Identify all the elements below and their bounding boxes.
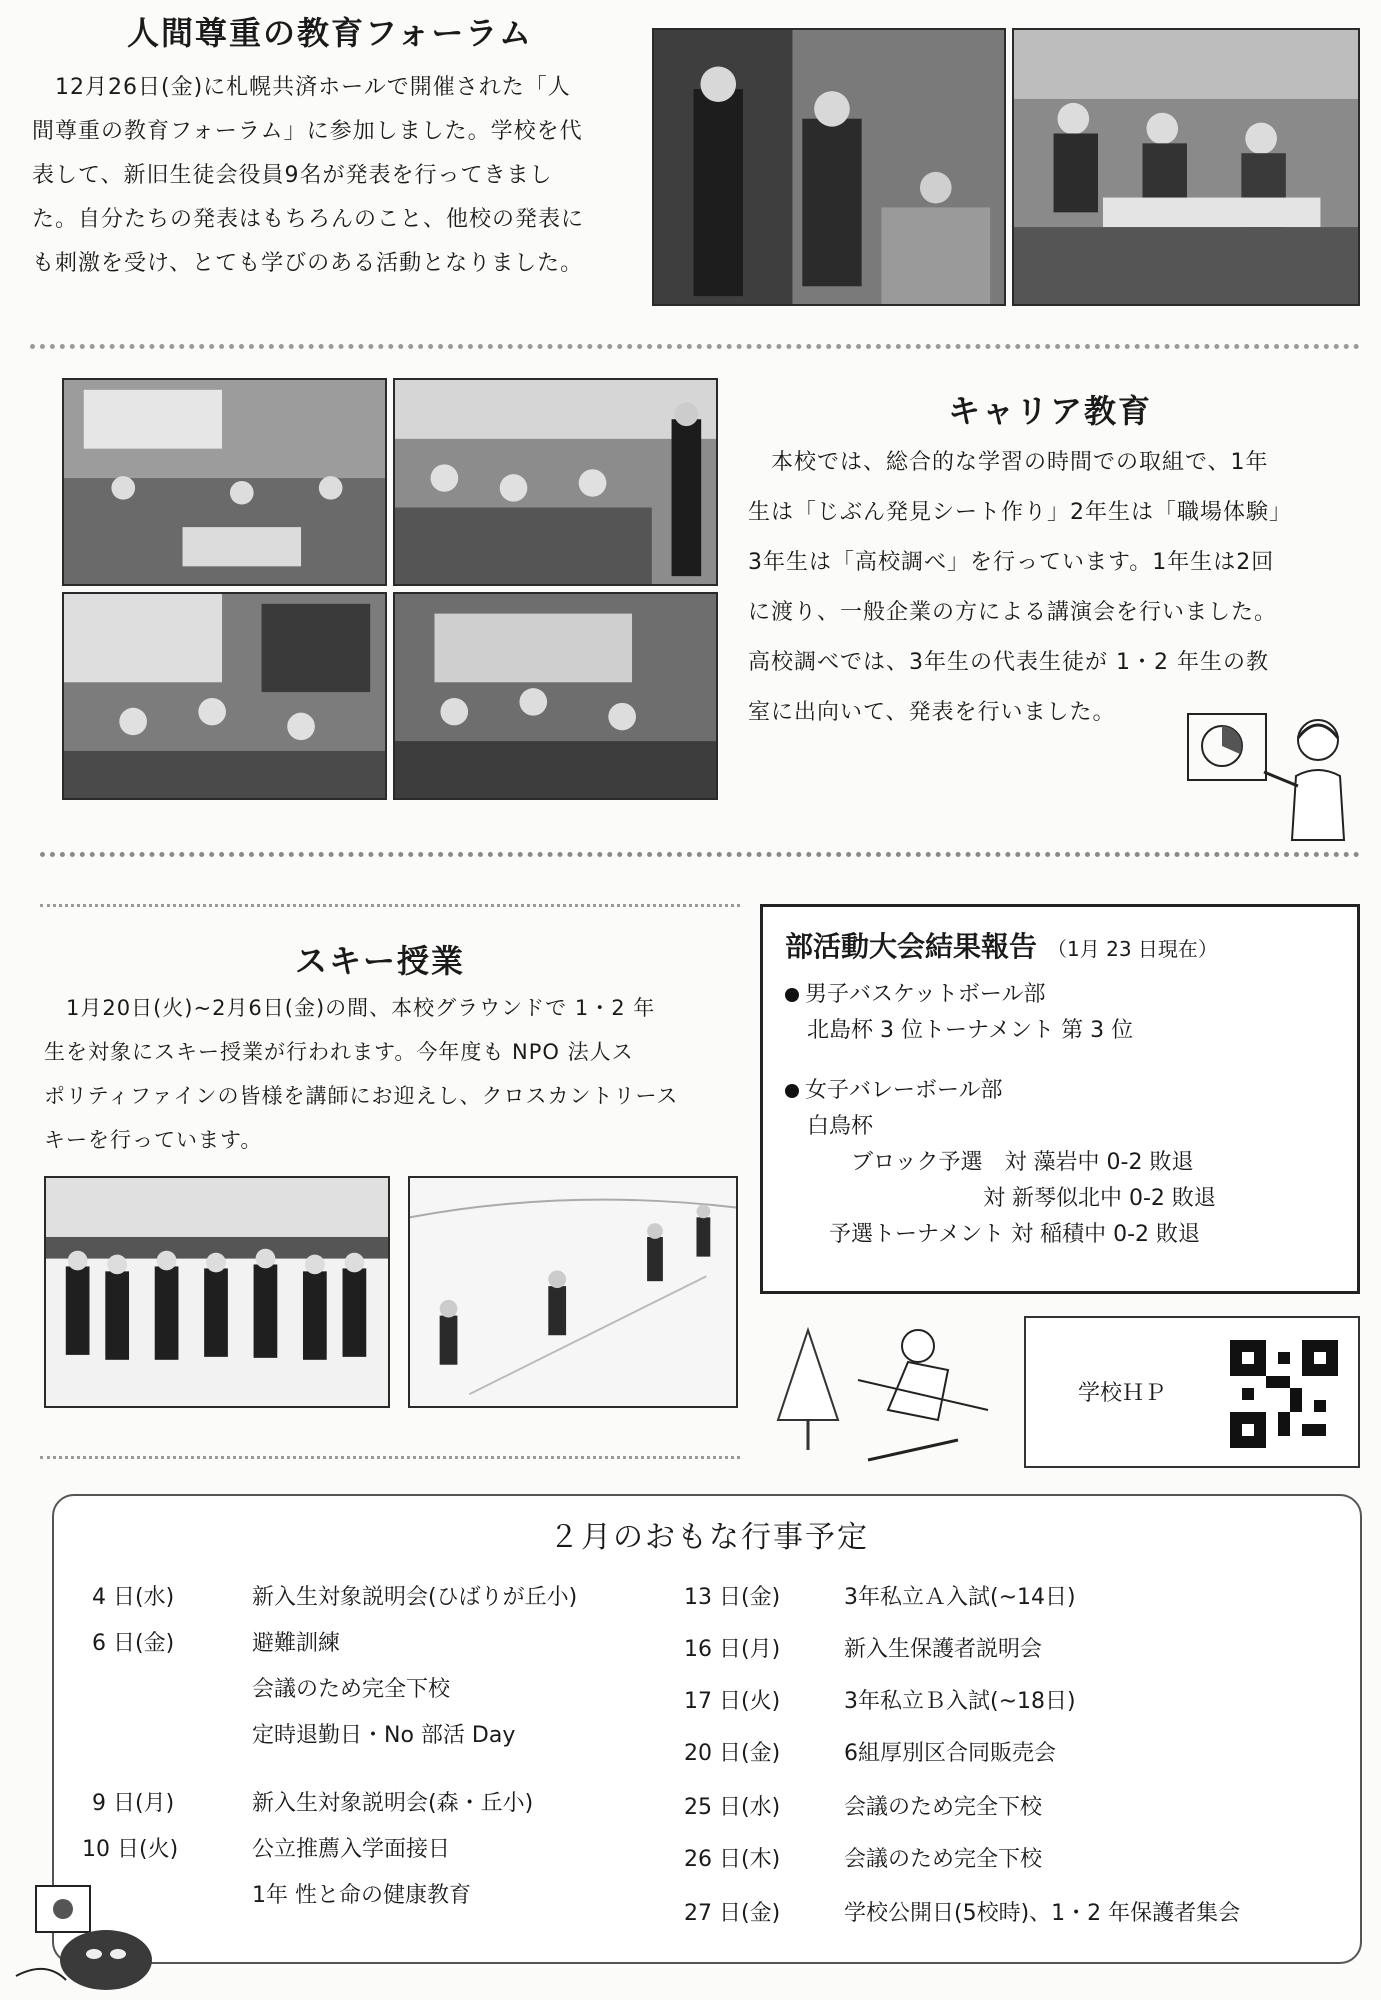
schedule-right-date: 20 日(金)	[684, 1741, 781, 1766]
forum-photo-presentation	[652, 28, 1006, 306]
schedule-left-event: 新入生対象説明会(ひばりが丘小)	[252, 1585, 578, 1610]
ski-photo-skiers	[408, 1176, 738, 1408]
schedule-title: ２月のおもな行事予定	[549, 1520, 869, 1555]
schedule-left-event: 1年 性と命の健康教育	[252, 1883, 471, 1908]
results-line: 北島杯 3 位トーナメント 第 3 位	[785, 1018, 1134, 1043]
results-line: ブロック予選 対 藻岩中 0-2 敗退	[785, 1150, 1194, 1175]
schedule-left-event: 会議のため完全下校	[252, 1677, 451, 1702]
forum-line: 12月26日(金)に札幌共済ホールで開催された「人	[32, 75, 571, 100]
schedule-right-date: 17 日(火)	[684, 1689, 781, 1714]
schedule-right-event: 3年私立Ａ入試(~14日)	[844, 1585, 1076, 1610]
forum-photo-audience	[1012, 28, 1360, 306]
career-photo-2	[393, 378, 718, 586]
results-date: （1月 23 日現在）	[1047, 937, 1218, 961]
ski-line: ポリティファインの皆様を講師にお迎えし、クロスカントリース	[44, 1084, 679, 1108]
club-results-box	[760, 904, 1360, 1294]
forum-title: 人間尊重の教育フォーラム	[126, 14, 534, 52]
results-line: 女子バレーボール部	[785, 1073, 1335, 1109]
schedule-left-event: 避難訓練	[252, 1631, 341, 1656]
snow-divider	[40, 1456, 740, 1463]
career-title: キャリア教育	[947, 392, 1152, 430]
results-line: 白鳥杯	[785, 1114, 874, 1139]
snow-divider	[40, 904, 740, 911]
results-line: 対 新琴似北中 0-2 敗退	[785, 1186, 1216, 1211]
schedule-right-event: 会議のため完全下校	[844, 1847, 1043, 1872]
ski-line: 生を対象にスキー授業が行われます。今年度も NPO 法人ス	[44, 1040, 634, 1064]
schedule-left-event: 新入生対象説明会(森・丘小)	[252, 1791, 534, 1816]
schedule-left-date: 10 日(火)	[82, 1837, 179, 1862]
forum-body	[32, 66, 652, 286]
schedule-right-event: 学校公開日(5校時)、1・2 年保護者集会	[844, 1901, 1241, 1926]
ski-title: スキー授業	[294, 942, 465, 980]
career-line: 高校調べでは、3年生の代表生徒が 1・2 年生の教	[748, 650, 1269, 675]
bullet-icon	[785, 988, 799, 1002]
qr-code-box[interactable]	[1024, 1316, 1360, 1468]
schedule-right-date: 27 日(金)	[684, 1901, 781, 1926]
bullet-icon	[785, 1084, 799, 1098]
results-title: 部活動大会結果報告	[785, 930, 1038, 963]
career-line: 生は「じぶん発見シート作り」2年生は「職場体験」	[748, 500, 1292, 525]
section-divider	[40, 852, 1360, 861]
career-photo-4	[393, 592, 718, 800]
career-photo-3	[62, 592, 387, 800]
schedule-right-event: 新入生保護者説明会	[844, 1637, 1043, 1662]
teacher-illustration	[1180, 706, 1360, 846]
career-body	[748, 438, 1368, 738]
forum-line: 表して、新旧生徒会役員9名が発表を行ってきまし	[32, 163, 553, 188]
schedule-box	[52, 1494, 1362, 1964]
results-line: 予選トーナメント 対 稲積中 0-2 敗退	[785, 1222, 1201, 1247]
schedule-right-event: 会議のため完全下校	[844, 1795, 1043, 1820]
forum-line: た。自分たちの発表はもちろんのこと、他校の発表に	[32, 207, 585, 232]
schedule-left-event: 公立推薦入学面接日	[252, 1837, 451, 1862]
ski-body	[44, 986, 744, 1162]
forum-line: も刺激を受け、とても学びのある活動となりました。	[32, 251, 584, 276]
skier-illustration	[768, 1310, 1018, 1470]
career-line: 3年生は「高校調べ」を行っています。1年生は2回	[748, 550, 1275, 575]
schedule-left-date: 6 日(金)	[92, 1631, 175, 1656]
schedule-right-date: 16 日(月)	[684, 1637, 781, 1662]
ski-line: 1月20日(火)~2月6日(金)の間、本校グラウンドで 1・2 年	[44, 996, 656, 1020]
qr-code-icon[interactable]	[1230, 1340, 1338, 1448]
schedule-right-event: 6組厚別区合同販売会	[844, 1741, 1056, 1766]
schedule-left-date: 9 日(月)	[92, 1791, 175, 1816]
results-line: 男子バスケットボール部	[785, 977, 1335, 1013]
career-photo-1	[62, 378, 387, 586]
forum-line: 間尊重の教育フォーラム」に参加しました。学校を代	[32, 119, 583, 144]
schedule-left-date: 4 日(水)	[92, 1585, 175, 1610]
qr-label: 学校ＨＰ	[1078, 1381, 1167, 1406]
schedule-right-date: 26 日(木)	[684, 1847, 781, 1872]
schedule-right-date: 25 日(水)	[684, 1795, 781, 1820]
schedule-right-date: 13 日(金)	[684, 1585, 781, 1610]
section-divider	[30, 344, 1360, 353]
ski-line: キーを行っています。	[44, 1128, 263, 1152]
career-line: に渡り、一般企業の方による講演会を行いました。	[748, 600, 1278, 625]
career-line: 室に出向いて、発表を行いました。	[748, 700, 1116, 725]
results-heading	[785, 925, 1335, 965]
mascot-illustration	[6, 1880, 156, 1996]
ski-photo-group	[44, 1176, 390, 1408]
career-line: 本校では、総合的な学習の時間での取組で、1年	[748, 450, 1269, 475]
schedule-right-event: 3年私立Ｂ入試(~18日)	[844, 1689, 1076, 1714]
schedule-left-event: 定時退勤日・No 部活 Day	[252, 1723, 516, 1748]
